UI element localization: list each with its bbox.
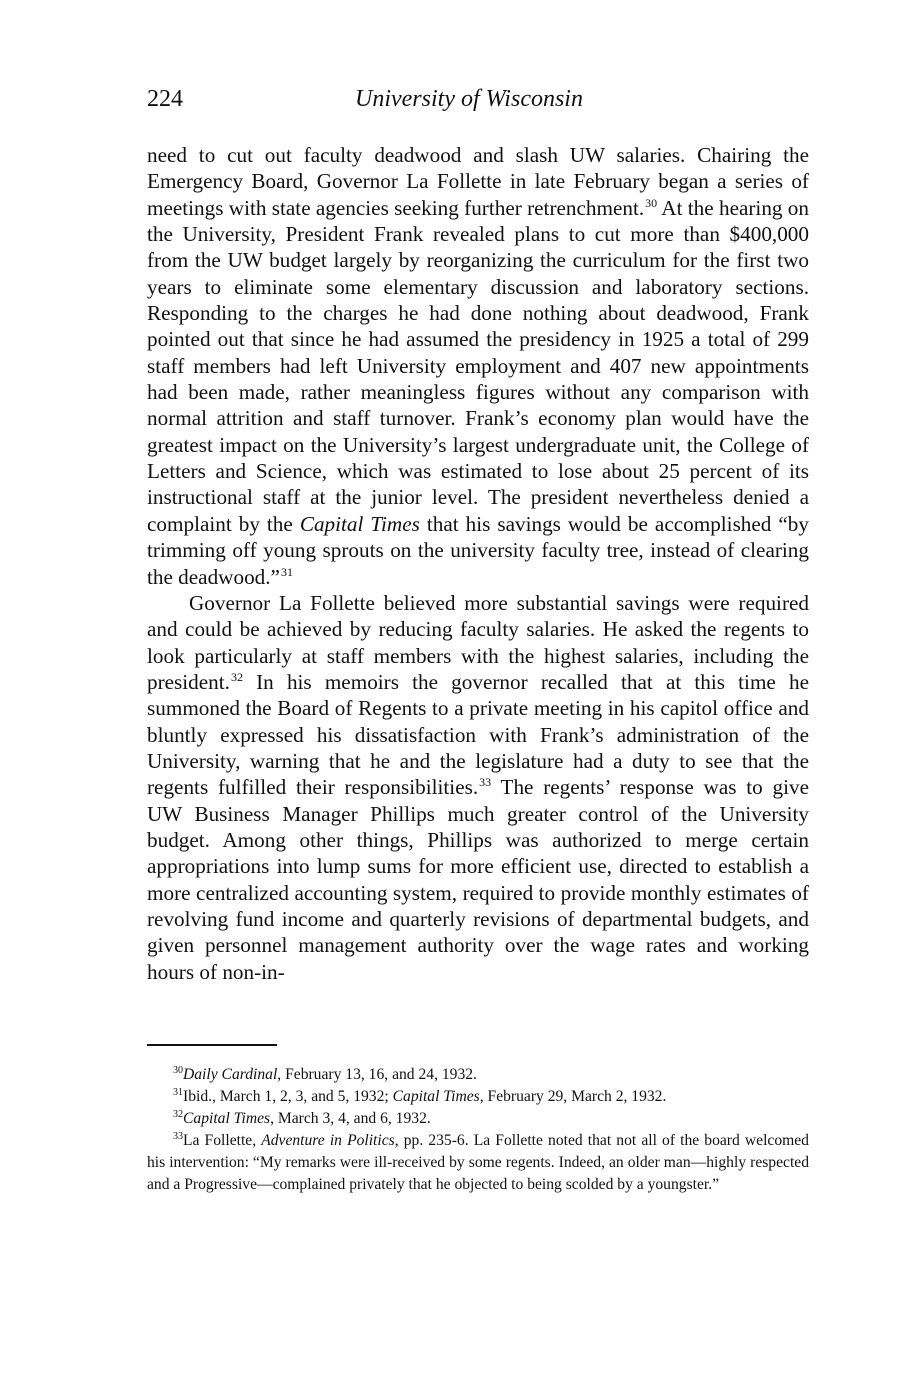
footnote-text: , February 29, March 2, 1932. — [479, 1088, 667, 1105]
footnote-text: , pp. 235-6. La Follette noted that not all of the board welcomed his intervention: “My remarks were ill-received by some regents. Indeed, an older man—highly respected and a Progressive—complained privately that he objected to being scolded by a youngster.” — [147, 1132, 809, 1193]
footnotes — [147, 1064, 809, 1196]
publication-title: Capital Times — [392, 1088, 480, 1105]
footnote-31 — [147, 1086, 809, 1108]
paragraph-text: The regents’ response was to give UW Business Manager Phillips much greater control of the University budget. Among other things, Phillips was authorized to merge certain appropriations into lump sums for more efficient use, directed to establish a more centralized accounting system, required to provide monthly estimates of revolving fund income and quarterly revisions of departmental budgets, and given personnel management authority over the wage rates and working hours of non-in- — [147, 775, 809, 984]
paragraph-text: At the hearing on the University, President Frank revealed plans to cut more than $400,000 from the UW budget largely by reorganizing the curriculum for the first two years to eliminate some elementary discussion and laboratory sections. Responding to the charges he had done nothing about deadwood, Frank pointed out that since he had assumed the presidency in 1925 a total of 299 staff members had left University employment and 407 new appointments had been made, rather meaningless figures without any comparison with normal attrition and staff turnover. Frank’s economy plan would have the greatest impact on the University’s largest undergraduate unit, the College of Letters and Science, which was estimated to lose about 25 percent of its instructional staff at the junior level. The president nevertheless denied a complaint by the — [147, 195, 809, 536]
publication-title: Capital Times — [299, 511, 420, 536]
publication-title: Capital Times — [183, 1110, 271, 1127]
running-title: University of Wisconsin — [355, 86, 583, 112]
footnote-text: , February 13, 16, and 24, 1932. — [277, 1066, 477, 1083]
footnote-33 — [147, 1130, 809, 1196]
footnote-30 — [147, 1064, 809, 1086]
footnote-number: 33 — [173, 1131, 183, 1142]
footnote-number: 32 — [173, 1109, 183, 1120]
paragraph-text: need to cut out faculty deadwood and slash UW salaries. Chairing the Emergency Board, Governor La Follette in late February began a series of meetings with state agencies seeking further retrenchment. — [147, 143, 809, 220]
footnote-number: 31 — [173, 1087, 183, 1098]
paragraph-2 — [147, 590, 809, 985]
paragraph-1 — [147, 142, 809, 590]
footnote-divider — [147, 1044, 277, 1046]
footnote-32 — [147, 1108, 809, 1130]
footnote-text: , March 3, 4, and 6, 1932. — [270, 1110, 431, 1127]
paragraph-text: In his memoirs the governor recalled that at this time he summoned the Board of Regents to a private meeting in his capitol office and bluntly expressed his dissatisfaction with Frank’s administration of the University, warning that he and the legislature had a duty to see that the regents fulfilled their responsibilities. — [147, 669, 809, 800]
footnote-ref-32: 32 — [230, 669, 243, 684]
body-text — [147, 142, 809, 985]
footnote-text: La Follette, — [183, 1132, 262, 1149]
footnote-text: Ibid., March 1, 2, 3, and 5, 1932; — [183, 1088, 393, 1105]
publication-title: Adventure in Politics — [261, 1132, 395, 1149]
footnote-ref-33: 33 — [479, 775, 492, 790]
footnote-ref-31: 31 — [280, 564, 293, 579]
footnote-ref-30: 30 — [645, 195, 658, 210]
paragraph-text: that his savings would be accomplished “by trimming off young sprouts on the university faculty tree, instead of clearing the deadwood.” — [147, 511, 809, 589]
paragraph-text: Governor La Follette believed more substantial savings were required and could be achieved by reducing faculty salaries. He asked the regents to look particularly at staff members with the highest salaries, including the president. — [147, 590, 809, 694]
page-number: 224 — [147, 86, 183, 112]
footnote-number: 30 — [173, 1065, 183, 1076]
page-header — [147, 86, 809, 122]
publication-title: Daily Cardinal — [183, 1066, 278, 1083]
